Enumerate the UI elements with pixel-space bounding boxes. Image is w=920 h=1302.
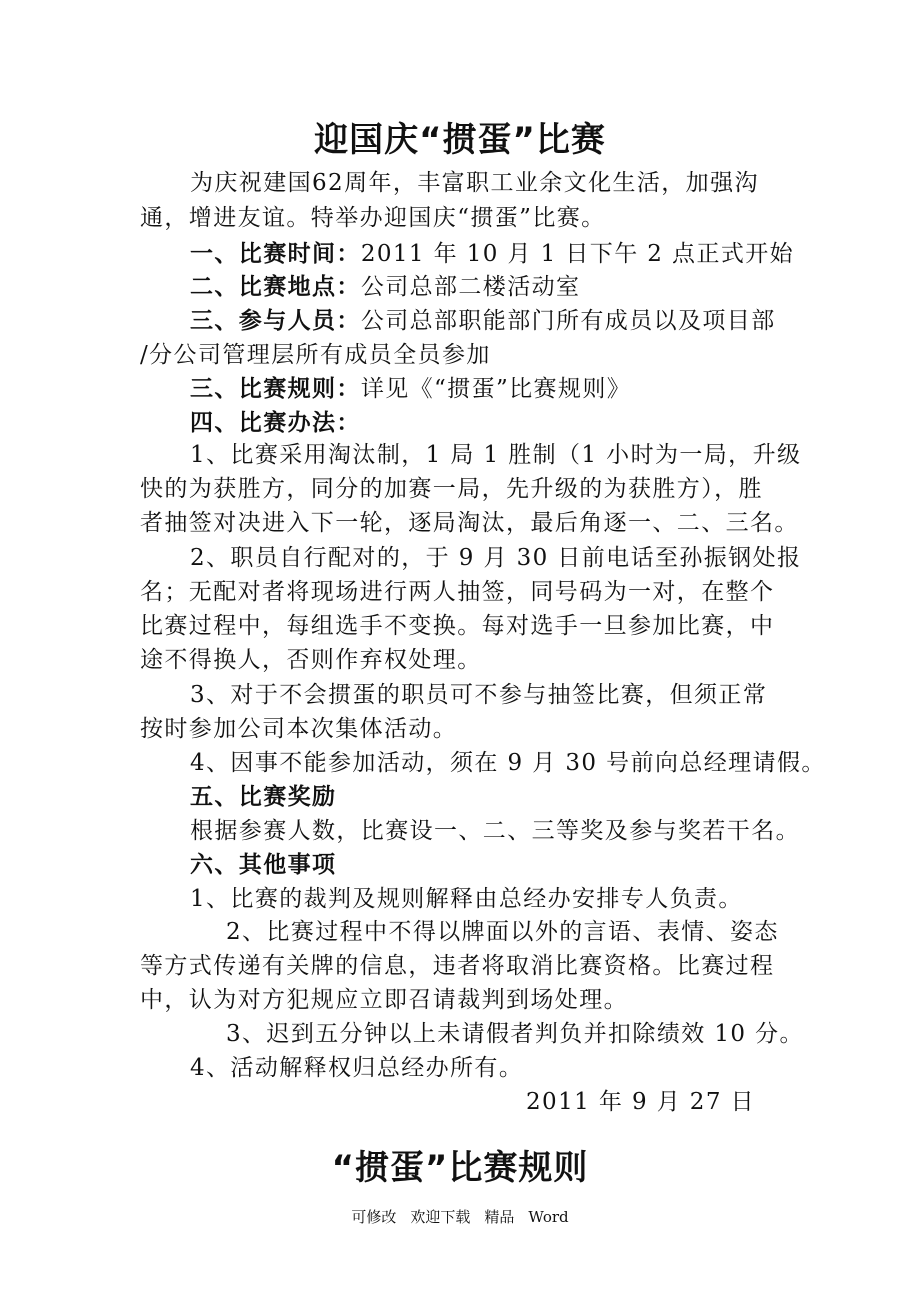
section-time-label: 一、比赛时间： (190, 241, 361, 267)
page-title: 迎国庆“掼蛋”比赛 (314, 120, 606, 160)
method-3-line-1: 3、对于不会掼蛋的职员可不参与抽签比赛，但须正常 (190, 682, 768, 708)
section-participants-label: 三、参与人员： (190, 308, 361, 334)
section-place (190, 268, 580, 301)
method-1-line-3: 者抽签对决进入下一轮，逐局淘汰，最后角逐一、二、三名。 (140, 510, 799, 536)
footer-editable: 可修改 (351, 1208, 397, 1226)
intro-line-1: 为庆祝建国62周年，丰富职工业余文化生活，加强沟 (190, 170, 759, 196)
rules-title: “掼蛋”比赛规则 (331, 1148, 589, 1188)
intro-line-2: 通，增进友谊。特举办迎国庆“掼蛋”比赛。 (140, 205, 606, 231)
method-3-line-2: 按时参加公司本次集体活动。 (140, 716, 458, 742)
other-2-line-2: 等方式传递有关牌的信息，违者将取消比赛资格。比赛过程 (140, 953, 775, 979)
section-rules (190, 370, 631, 403)
section-time-text: 2011 年 10 月 1 日下午 2 点正式开始 (360, 241, 795, 267)
method-4-line-1: 4、因事不能参加活动，须在 9 月 30 号前向总经理请假。 (190, 750, 826, 776)
section-rules-label: 三、比赛规则： (190, 376, 361, 402)
footer (0, 1206, 920, 1227)
footer-word: Word (528, 1208, 569, 1226)
method-2-line-2: 名；无配对者将现场进行两人抽签，同号码为一对，在整个 (140, 579, 775, 605)
method-2-line-4: 途不得换人，否则作弃权处理。 (140, 647, 482, 673)
footer-download: 欢迎下载 (410, 1208, 471, 1226)
footer-quality: 精品 (484, 1208, 515, 1226)
section-other-label: 六、其他事项 (190, 852, 337, 878)
section-place-label: 二、比赛地点： (190, 274, 361, 300)
other-3-line-1: 3、迟到五分钟以上未请假者判负并扣除绩效 10 分。 (226, 1021, 804, 1047)
section-participants-text: 公司总部职能部门所有成员以及项目部 (360, 308, 776, 334)
other-2-line-3: 中，认为对方犯规应立即召请裁判到场处理。 (140, 987, 628, 1013)
other-2-line-1: 2、比赛过程中不得以牌面以外的言语、表情、姿态 (226, 919, 779, 945)
section-time (190, 235, 794, 268)
method-1-line-2: 快的为获胜方，同分的加赛一局，先升级的为获胜方），胜 (140, 476, 763, 502)
section-award-text: 根据参赛人数，比赛设一、二、三等奖及参与奖若干名。 (190, 818, 800, 844)
section-method-label: 四、比赛办法： (190, 410, 361, 436)
document-date: 2011 年 9 月 27 日 (526, 1089, 755, 1115)
method-2-line-1: 2、职员自行配对的，于 9 月 30 日前电话至孙振钢处报 (190, 545, 802, 571)
section-participants-text-2: /分公司管理层所有成员全员参加 (140, 342, 491, 368)
section-rules-text: 详见《“掼蛋”比赛规则》 (360, 376, 632, 402)
method-1-line-1: 1、比赛采用淘汰制，1 局 1 胜制（1 小时为一局，升级 (190, 442, 802, 468)
method-2-line-3: 比赛过程中，每组选手不变换。每对选手一旦参加比赛，中 (140, 613, 775, 639)
section-participants (190, 302, 776, 335)
section-place-text: 公司总部二楼活动室 (360, 274, 581, 300)
section-award-label: 五、比赛奖励 (190, 784, 337, 810)
other-4-line-1: 4、活动解释权归总经办所有。 (190, 1055, 524, 1081)
other-1-line-1: 1、比赛的裁判及规则解释由总经办安排专人负责。 (190, 886, 743, 912)
